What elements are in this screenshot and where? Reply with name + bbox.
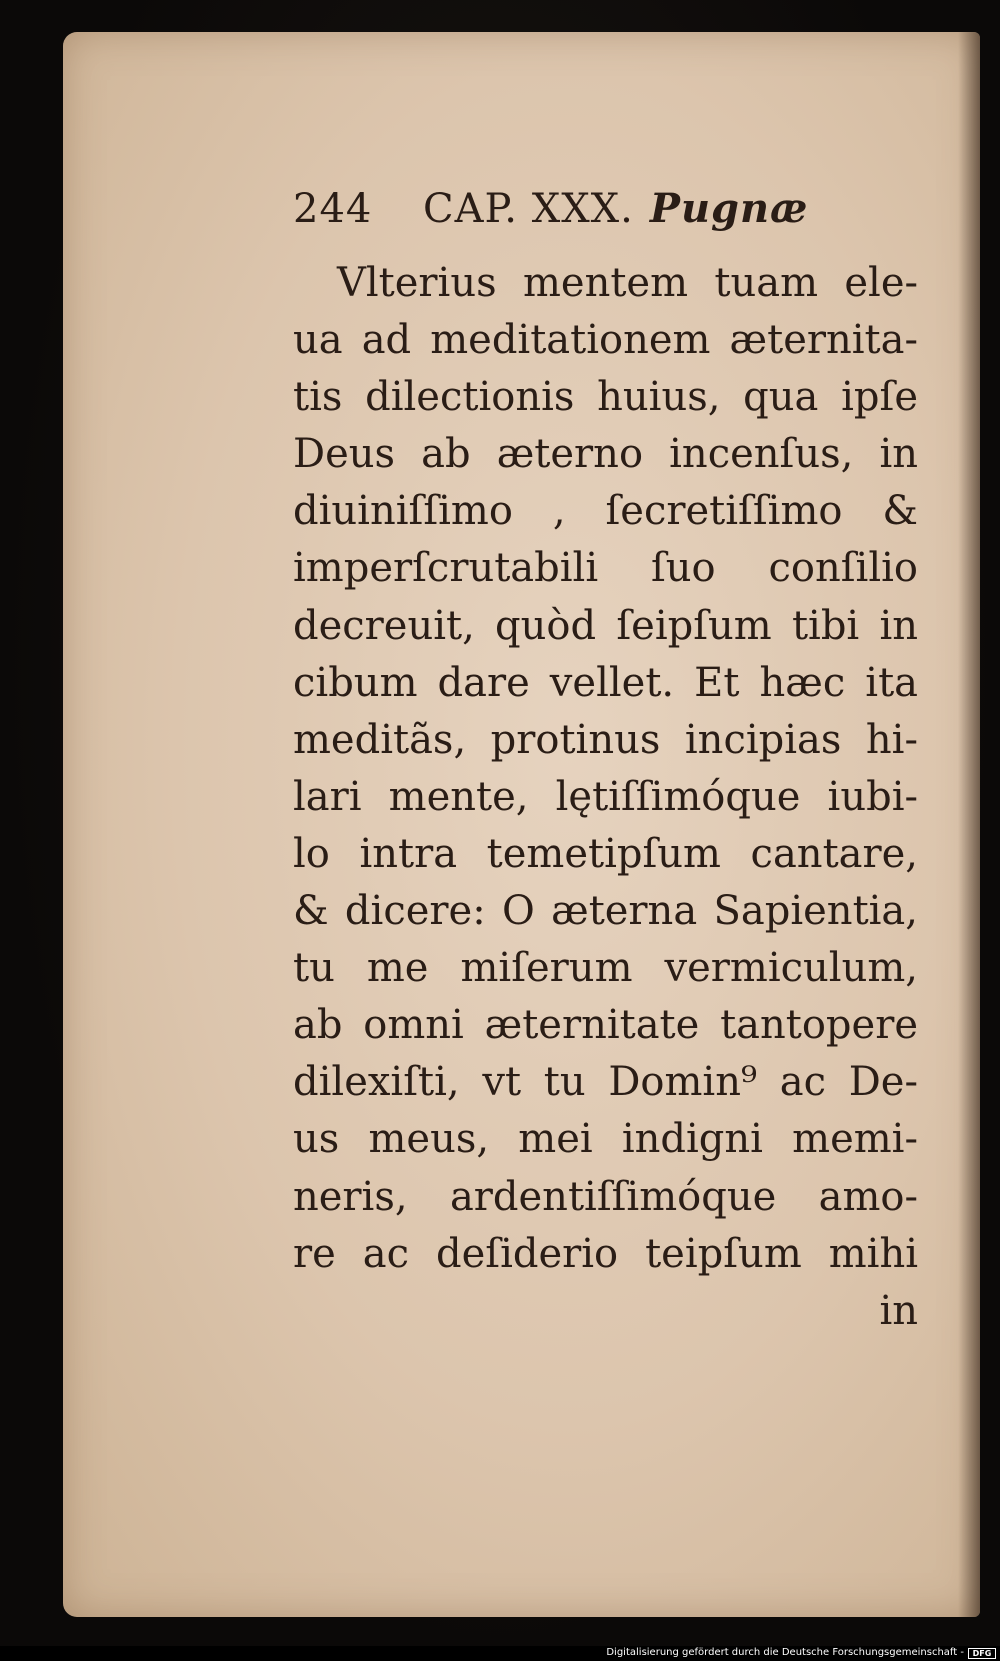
text-line: neris, ardentiſſimóque amo-	[293, 1173, 918, 1220]
text-line: diuiniſſimo , ſecretiſſimo &	[293, 488, 918, 535]
running-title: CAP. XXX.	[423, 186, 634, 232]
text-line: lari mente, lętiſſimóque iubi-	[293, 773, 918, 820]
text-line: dilexiſti, vt tu Domin⁹ ac De-	[293, 1059, 918, 1106]
text-line: Vlterius mentem tuam ele-	[337, 260, 918, 306]
running-title-word: Pugnæ	[649, 185, 809, 232]
text-line: ua ad meditationem æternita-	[293, 317, 918, 364]
text-line: Deus ab æterno incenſus, in	[293, 431, 918, 478]
page-header	[293, 185, 918, 255]
text-line: meditãs, protinus incipias hi-	[293, 716, 918, 763]
page-edge-shadow	[958, 32, 980, 1617]
text-line: lo intra temetipſum cantare,	[293, 830, 918, 877]
text-line: re ac deſiderio teipſum mihi	[293, 1230, 918, 1277]
digitization-credit: Digitalisierung gefördert durch die Deutsche Forschungsgemeinschaft -	[606, 1647, 964, 1658]
text-line: tu me miſerum vermiculum,	[293, 945, 918, 992]
text-line: imperſcrutabili ſuo conſilio	[293, 545, 918, 592]
text-line: cibum dare vellet. Et hæc ita	[293, 659, 918, 706]
text-line: & dicere: O æterna Sapientia,	[293, 888, 918, 935]
text-line: tis dilectionis huius, qua ipſe	[293, 374, 918, 421]
page-text-block	[293, 185, 918, 1340]
dfg-logo: DFG	[968, 1648, 996, 1659]
text-line: decreuit, quòd ſeipſum tibi in	[293, 602, 918, 649]
text-line: us meus, mei indigni memi-	[293, 1116, 918, 1163]
page-number: 244	[293, 186, 373, 232]
text-line: ab omni æternitate tantopere	[293, 1002, 918, 1049]
catchword: in	[879, 1287, 918, 1334]
